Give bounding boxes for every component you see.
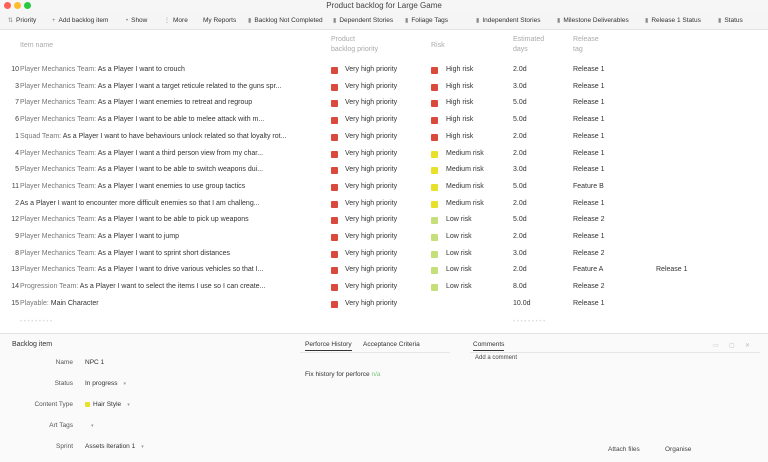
chevron-down-icon: ▾ [127, 402, 130, 408]
column-priority-line1[interactable]: Product [331, 36, 356, 43]
color-swatch [85, 402, 90, 407]
row-estimate[interactable]: 3.0d [513, 166, 527, 174]
risk-color-swatch [431, 184, 438, 191]
field-art-tags-select[interactable] [85, 422, 94, 429]
estimate-summary: • • • • • • • • • [513, 319, 546, 325]
row-story-text: As a Player I want to be able to switch weapons dui... [97, 166, 264, 174]
row-release-tag[interactable]: Release 1 [573, 99, 605, 107]
risk-color-swatch [431, 100, 438, 107]
row-team: Player Mechanics Team: [20, 233, 97, 240]
row-id: 10 [11, 66, 19, 73]
perforce-history-text: Fix history for perforce n/a [305, 371, 381, 378]
tab-comments[interactable]: Comments [473, 341, 504, 351]
row-id: 12 [11, 216, 19, 224]
row-id: 2 [15, 199, 19, 207]
row-estimate[interactable]: 5.0d [513, 216, 527, 224]
row-risk[interactable]: High risk [446, 82, 474, 90]
priority-color-swatch [331, 234, 338, 241]
table-row[interactable] [0, 296, 768, 312]
row-team: Squad Team: [20, 132, 62, 140]
bar-chart-icon: ▮ [248, 18, 252, 24]
row-item-name[interactable] [20, 149, 326, 159]
row-story-text: As a Player I want to have behaviours unlock related so that loyalty rot... [62, 132, 287, 140]
table-row[interactable] [0, 112, 768, 128]
table-row[interactable] [0, 179, 768, 195]
priority-color-swatch [331, 100, 338, 107]
row-risk[interactable]: High risk [446, 66, 474, 73]
row-estimate[interactable]: 3.0d [513, 82, 527, 90]
report-foliage-tags[interactable]: ▮ Foliage Tags [405, 17, 449, 24]
row-risk[interactable]: Low risk [446, 283, 472, 291]
row-id: 11 [11, 182, 19, 190]
priority-color-swatch [331, 284, 338, 291]
toolbar-priority[interactable]: ⇅ Priority [8, 17, 37, 24]
row-release-tag[interactable]: Release 1 [573, 233, 605, 240]
detail-title: Backlog item [12, 341, 53, 348]
table-row[interactable] [0, 246, 768, 262]
row-priority[interactable]: Very high priority [345, 199, 398, 207]
field-sprint-select[interactable]: Assets Iteration 1 ▾ [85, 443, 144, 450]
row-team: Player Mechanics Team: [20, 249, 97, 257]
priority-color-swatch [331, 167, 338, 174]
field-name-value[interactable]: NPC 1 [85, 359, 105, 366]
row-priority[interactable]: Very high priority [345, 166, 398, 174]
risk-color-swatch [431, 217, 438, 224]
detail-panel [0, 334, 768, 462]
show-button[interactable]: • Show [126, 17, 148, 24]
row-team: Player Mechanics Team: [20, 99, 97, 107]
row-risk[interactable]: Low risk [446, 233, 472, 240]
priority-color-swatch [331, 217, 338, 224]
row-team: Playable: [20, 299, 49, 307]
tab-acceptance-criteria[interactable]: Acceptance Criteria [363, 341, 420, 348]
row-risk[interactable]: High risk [446, 116, 474, 124]
report-independent-stories[interactable]: ▮ Independent Stories [476, 17, 541, 24]
row-story-text: As a Player I want to encounter more difficult enemies so that I am challeng... [20, 199, 260, 207]
priority-color-swatch [331, 151, 338, 158]
row-release-tag[interactable]: Release 1 [573, 82, 605, 90]
row-story-text: As a Player I want a third person view from my char... [97, 149, 264, 157]
row-id: 13 [11, 266, 19, 274]
row-estimate[interactable]: 8.0d [513, 283, 527, 291]
row-release-tag[interactable]: Release 1 [573, 116, 605, 124]
row-item-name[interactable] [20, 132, 326, 142]
row-team: Player Mechanics Team: [20, 66, 97, 73]
field-content-type-select[interactable]: Hair Style ▾ [85, 401, 130, 408]
row-release-tag[interactable]: Release 2 [573, 283, 605, 291]
bar-chart-icon: ▮ [476, 18, 480, 24]
row-story-text: As a Player I want a target reticule related to the guns spr... [97, 82, 282, 90]
report-status[interactable]: ▮ Status [718, 17, 743, 24]
row-priority[interactable]: Very high priority [345, 283, 398, 291]
more-icon: ⋮ [164, 18, 170, 24]
row-release-tag[interactable]: Release 1 [573, 166, 605, 174]
bar-chart-icon: ▮ [718, 18, 722, 24]
row-item-name[interactable] [20, 215, 326, 225]
sort-icon: ⇅ [8, 18, 14, 24]
row-priority[interactable]: Very high priority [345, 233, 398, 240]
row-team: Player Mechanics Team: [20, 166, 97, 174]
risk-color-swatch [431, 67, 438, 74]
window-title: Product backlog for Large Game [326, 1, 442, 10]
row-item-name[interactable] [20, 115, 326, 125]
row-estimate[interactable]: 2.0d [513, 66, 527, 73]
row-risk[interactable]: Medium risk [446, 182, 484, 190]
row-id: 6 [15, 116, 19, 124]
field-name-label: Name [55, 359, 73, 366]
row-release-tag[interactable]: Release 1 [573, 132, 605, 140]
row-id: 5 [15, 166, 19, 174]
attach-files-button[interactable]: Attach files [608, 446, 640, 453]
row-story-text: Main Character [50, 299, 99, 307]
column-risk[interactable]: Risk [431, 42, 445, 49]
report-milestone-deliverables[interactable]: ▮ Milestone Deliverables [557, 17, 629, 24]
row-priority[interactable]: Very high priority [345, 99, 398, 107]
row-item-name[interactable] [20, 299, 326, 309]
row-priority[interactable]: Very high priority [345, 266, 398, 274]
risk-color-swatch [431, 267, 438, 274]
row-priority[interactable]: Very high priority [345, 116, 398, 124]
field-art-tags-label: Art Tags [49, 422, 73, 429]
row-id: 9 [15, 233, 19, 240]
name-summary: • • • • • • • • • [20, 319, 53, 325]
row-risk[interactable]: Low risk [446, 216, 472, 224]
row-release-tag[interactable]: Release 1 [573, 299, 605, 307]
row-risk[interactable]: Medium risk [446, 199, 484, 207]
bar-chart-icon: ▮ [405, 18, 409, 24]
priority-color-swatch [331, 251, 338, 258]
row-item-name[interactable] [20, 199, 326, 209]
row-item-name[interactable] [20, 182, 326, 192]
row-item-name[interactable] [20, 65, 326, 75]
report-release-1-status[interactable]: ▮ Release 1 Status [645, 17, 701, 24]
row-risk[interactable]: Low risk [446, 266, 472, 274]
row-item-name[interactable] [20, 282, 326, 292]
row-release-tag-2[interactable]: Release 1 [656, 266, 688, 274]
row-priority[interactable]: Very high priority [345, 216, 398, 224]
bar-chart-icon: ▮ [645, 18, 649, 24]
table-row[interactable] [0, 279, 768, 295]
row-risk[interactable]: Medium risk [446, 149, 484, 157]
table-row[interactable] [0, 62, 768, 78]
row-estimate[interactable]: 2.0d [513, 233, 527, 240]
field-status-select[interactable]: In progress ▾ [85, 380, 127, 387]
row-story-text: As a Player I want to drive various vehicles so that I... [97, 266, 264, 274]
row-story-text: As a Player I want to be able to pick up weapons [97, 216, 249, 224]
row-story-text: As a Player I want to select the items I use so I can create... [79, 283, 266, 291]
row-story-text: As a Player I want to crouch [97, 66, 185, 73]
priority-color-swatch [331, 201, 338, 208]
chevron-down-icon: ▾ [141, 444, 144, 450]
row-priority[interactable]: Very high priority [345, 82, 398, 90]
row-id: 1 [15, 132, 19, 140]
row-estimate[interactable]: 2.0d [513, 132, 527, 140]
row-risk[interactable]: Medium risk [446, 166, 484, 174]
row-team: Player Mechanics Team: [20, 216, 97, 224]
row-estimate[interactable]: 3.0d [513, 249, 527, 257]
row-priority[interactable]: Very high priority [345, 132, 398, 140]
row-estimate[interactable]: 5.0d [513, 116, 527, 124]
row-id: 3 [15, 82, 19, 90]
row-release-tag[interactable]: Release 2 [573, 216, 605, 224]
field-content-type-label: Content Type [34, 401, 73, 408]
row-priority[interactable]: Very high priority [345, 249, 398, 257]
row-item-name[interactable] [20, 165, 326, 175]
report-dependent-stories[interactable]: ▮ Dependent Stories [333, 17, 394, 24]
row-item-name[interactable] [20, 82, 326, 92]
chevron-down-icon: ▾ [91, 423, 94, 429]
row-team: Progression Team: [20, 283, 79, 291]
table-row[interactable] [0, 129, 768, 145]
risk-color-swatch [431, 167, 438, 174]
comments-underline [470, 352, 760, 353]
row-story-text: As a Player I want enemies to retreat and regroup [97, 99, 253, 107]
column-estimate-line2[interactable]: days [513, 46, 528, 53]
priority-color-swatch [331, 67, 338, 74]
bar-chart-icon: ▮ [557, 18, 561, 24]
row-release-tag[interactable]: Release 1 [573, 149, 605, 157]
bar-chart-icon: ▮ [333, 18, 337, 24]
row-id: 15 [11, 299, 19, 307]
column-item-name[interactable]: Item name [20, 42, 54, 49]
row-estimate[interactable]: 2.0d [513, 199, 527, 207]
risk-color-swatch [431, 134, 438, 141]
row-estimate[interactable]: 2.0d [513, 149, 527, 157]
row-risk[interactable]: High risk [446, 132, 474, 140]
risk-color-swatch [431, 234, 438, 241]
organise-button[interactable]: Organise [665, 446, 692, 453]
column-priority-line2[interactable]: backlog priority [331, 46, 379, 53]
table-row[interactable] [0, 212, 768, 228]
chevron-down-icon: ▾ [123, 381, 127, 387]
row-item-name[interactable] [20, 232, 326, 242]
priority-color-swatch [331, 184, 338, 191]
row-story-text: As a Player I want to jump [97, 233, 180, 240]
title-bar [0, 0, 768, 12]
table-row[interactable] [0, 262, 768, 278]
priority-color-swatch [331, 267, 338, 274]
column-release-line2[interactable]: tag [573, 46, 583, 53]
row-id: 7 [15, 99, 19, 107]
row-release-tag[interactable]: Release 1 [573, 199, 605, 207]
row-risk[interactable]: Low risk [446, 249, 472, 257]
row-priority[interactable]: Very high priority [345, 66, 398, 73]
row-release-tag[interactable]: Feature B [573, 182, 604, 190]
my-reports-button[interactable]: My Reports [203, 17, 237, 24]
risk-color-swatch [431, 151, 438, 158]
field-sprint-label: Sprint [56, 443, 73, 450]
row-estimate[interactable]: 10.0d [513, 299, 531, 307]
row-story-text: As a Player I want to sprint short distances [97, 249, 230, 257]
risk-color-swatch [431, 84, 438, 91]
tab-underline [300, 352, 450, 353]
row-item-name[interactable] [20, 265, 326, 275]
row-priority[interactable]: Very high priority [345, 299, 398, 307]
field-status-label: Status [54, 380, 73, 387]
risk-color-swatch [431, 201, 438, 208]
eye-icon: • [126, 18, 129, 24]
row-story-text: As a Player I want enemies to use group tactics [97, 182, 246, 190]
row-release-tag[interactable]: Feature A [573, 266, 604, 274]
row-team: Player Mechanics Team: [20, 149, 97, 157]
table-row[interactable] [0, 229, 768, 245]
row-id: 14 [11, 283, 19, 291]
row-priority[interactable]: Very high priority [345, 182, 398, 190]
risk-color-swatch [431, 117, 438, 124]
plus-icon: + [52, 18, 56, 24]
tab-perforce-history[interactable]: Perforce History [305, 341, 352, 351]
risk-color-swatch [431, 284, 438, 291]
row-estimate[interactable]: 2.0d [513, 266, 527, 274]
row-team: Player Mechanics Team: [20, 82, 97, 90]
row-estimate[interactable]: 5.0d [513, 99, 527, 107]
table-row[interactable] [0, 162, 768, 178]
row-item-name[interactable] [20, 249, 326, 259]
perforce-link[interactable]: n/a [371, 371, 381, 378]
row-estimate[interactable]: 5.0d [513, 182, 527, 190]
priority-color-swatch [331, 117, 338, 124]
column-estimate-line1[interactable]: Estimated [513, 36, 545, 43]
table-row[interactable] [0, 146, 768, 162]
row-release-tag[interactable]: Release 1 [573, 66, 605, 73]
row-team: Player Mechanics Team: [20, 182, 97, 190]
table-header [0, 32, 768, 60]
row-item-name[interactable] [20, 98, 326, 108]
table-row[interactable] [0, 95, 768, 111]
report-backlog-not-completed[interactable]: ▮ Backlog Not Completed [248, 17, 323, 24]
more-button[interactable]: ⋮ More [164, 17, 188, 24]
add-comment-field[interactable]: Add a comment [475, 355, 518, 361]
priority-color-swatch [331, 301, 338, 308]
row-team: Player Mechanics Team: [20, 116, 97, 124]
column-release-line1[interactable]: Release [573, 36, 599, 43]
row-team: Player Mechanics Team: [20, 266, 97, 274]
table-row[interactable] [0, 79, 768, 95]
table-row[interactable] [0, 196, 768, 212]
priority-color-swatch [331, 84, 338, 91]
popout-icon[interactable]: ▢ [729, 343, 735, 349]
row-id: 4 [15, 149, 19, 157]
row-story-text: As a Player I want to be able to melee attack with m... [97, 116, 265, 124]
row-release-tag[interactable]: Release 2 [573, 249, 605, 257]
priority-color-swatch [331, 134, 338, 141]
close-icon[interactable]: ✕ [745, 343, 751, 349]
row-risk[interactable]: High risk [446, 99, 474, 107]
toolbar [0, 12, 768, 30]
risk-color-swatch [431, 251, 438, 258]
expand-icon[interactable]: ▭ [713, 343, 719, 349]
row-priority[interactable]: Very high priority [345, 149, 398, 157]
add-backlog-item-button[interactable]: + Add backlog item [52, 17, 109, 24]
row-id: 8 [15, 249, 19, 257]
